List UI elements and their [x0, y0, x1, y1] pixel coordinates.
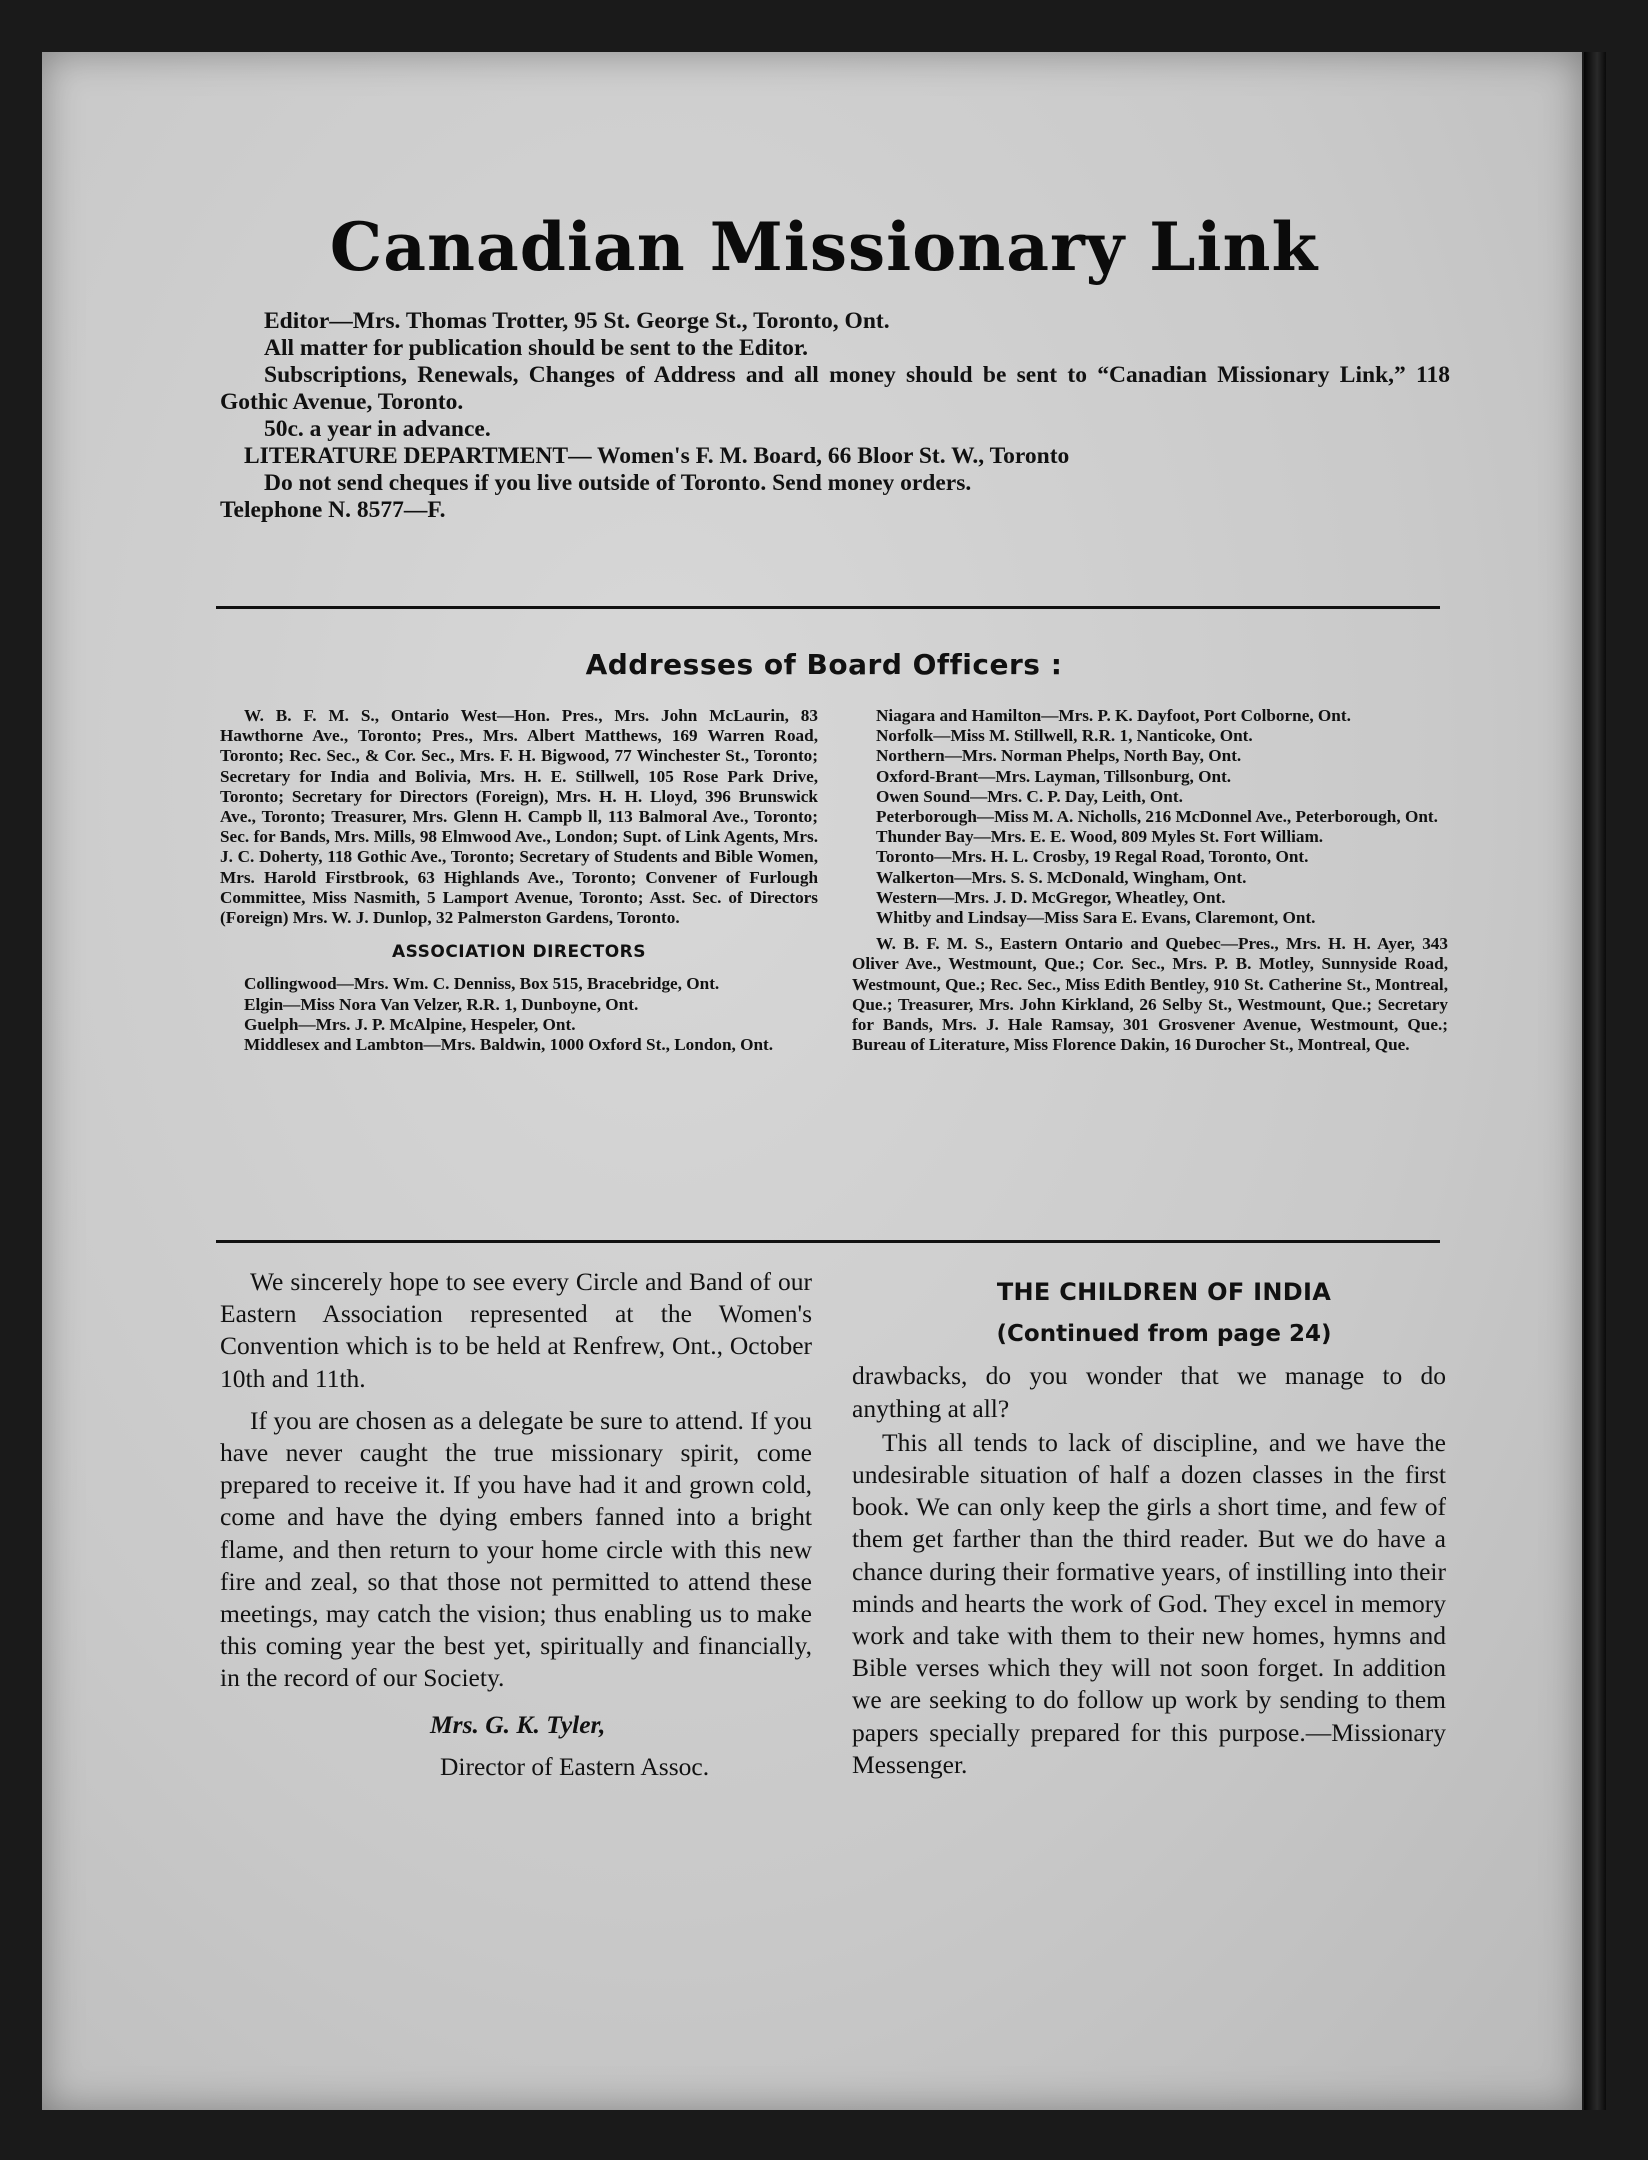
- subscriptions-line: Subscriptions, Renewals, Changes of Address and all money should be sent to “Canadian Missionary Link,” 118 Gothic Avenue, Toronto.: [220, 362, 1450, 415]
- director-entry: Elgin—Miss Nora Van Velzer, R.R. 1, Dunboyne, Ont.: [244, 994, 639, 1014]
- divider-middle: [216, 1240, 1440, 1243]
- addresses-title: Addresses of Board Officers :: [585, 648, 1063, 681]
- convention-paragraph: We sincerely hope to see every Circle and Band of our Eastern Association represented at the Women's Convention which is to be held at Renfrew, Ont., October 10th and 11th.: [220, 1267, 812, 1393]
- director-entry: Oxford-Brant—Mrs. Layman, Tillsonburg, Ont.: [876, 766, 1232, 786]
- director-entry: Walkerton—Mrs. S. S. McDonald, Wingham, Ont.: [876, 867, 1247, 887]
- director-entry: Western—Mrs. J. D. McGregor, Wheatley, Ont.: [876, 887, 1226, 907]
- director-entry: Norfolk—Miss M. Stillwell, R.R. 1, Nanticoke, Ont.: [876, 726, 1253, 746]
- binding-edge: [1584, 52, 1606, 2110]
- convention-article: [220, 1266, 812, 1783]
- director-entry: Toronto—Mrs. H. L. Crosby, 19 Regal Road, Toronto, Ont.: [876, 847, 1309, 867]
- publication-info: [220, 308, 1450, 524]
- telephone-line: Telephone N. 8577—F.: [220, 497, 446, 523]
- director-entry: Niagara and Hamilton—Mrs. P. K. Dayfoot, Port Colborne, Ont.: [876, 706, 1351, 725]
- director-entry: Peterborough—Miss M. A. Nicholls, 216 McDonnel Ave., Peterborough, Ont.: [876, 807, 1438, 827]
- association-directors-title: ASSOCIATION DIRECTORS: [392, 942, 646, 963]
- story-subtitle: (Continued from page 24): [996, 1321, 1332, 1348]
- director-entry: Owen Sound—Mrs. C. P. Day, Leith, Ont.: [876, 786, 1183, 806]
- cheques-line: Do not send cheques if you live outside of Toronto. Send money orders.: [264, 470, 972, 496]
- director-entry: Thunder Bay—Mrs. E. E. Wood, 809 Myles St. Fort William.: [876, 827, 1324, 847]
- director-entry: Guelph—Mrs. J. P. McAlpine, Hespeler, Ont.: [244, 1014, 576, 1034]
- story-paragraph: drawbacks, do you wonder that we manage to do anything at all?: [852, 1361, 1446, 1423]
- masthead-title: Canadian Missionary Link: [329, 208, 1319, 286]
- director-entry: Collingwood—Mrs. Wm. C. Denniss, Box 515, Bracebridge, Ont.: [244, 974, 720, 994]
- literature-line: LITERATURE DEPARTMENT— Women's F. M. Board, 66 Bloor St. W., Toronto: [244, 443, 1070, 469]
- story-paragraph: This all tends to lack of discipline, and we have the undesirable situation of half a dozen classes in the first book. We can only keep the girls a short time, and few of them get farther than the third reader. But we do have a chance during their formative years, of instilling into their minds and hearts the work of God. They excel in memory work and take with them to their new homes, hymns and Bible verses which they will not soon forget. In addition we are seeking to do follow up work by sending to them papers specially prepared for this purpose.—Missionary Messenger.: [852, 1427, 1446, 1779]
- eastern-officers: W. B. F. M. S., Eastern Ontario and Quebec—Pres., Mrs. H. H. Ayer, 343 Oliver Ave., Westmount, Que.; Cor. Sec., Mrs. P. B. Motley, Sunnyside Road, Westmount, Que.; Rec. Sec., Miss Edith Bentley, 910 St. Catherine St., Montreal, Que.; Treasurer, Mrs. John Kirkland, 26 Selby St., Westmount, Que.; Secretary for Bands, Mrs. J. Hale Ramsay, 301 Grosvener Avenue, Westmount, Que.; Bureau of Literature, Miss Florence Dakin, 16 Durocher St., Montreal, Que.: [852, 934, 1448, 1055]
- ontario-west-officers: W. B. F. M. S., Ontario West—Hon. Pres., Mrs. John McLaurin, 83 Hawthorne Ave., Toronto; Pres., Mrs. Albert Matthews, 169 Warren Road, Toronto; Rec. Sec., & Cor. Sec., Mrs. F. H. Bigwood, 77 Winchester St., Toronto; Secretary for India and Bolivia, Mrs. H. E. Stillwell, 105 Rose Park Drive, Toronto; Secretary for Directors (Foreign), Mrs. H. H. Lloyd, 396 Brunswick Ave., Toronto; Treasurer, Mrs. Glenn H. Campb ll, 113 Balmoral Ave., Toronto; Sec. for Bands, Mrs. Mills, 98 Elmwood Ave., London; Supt. of Link Agents, Mrs. J. C. Doherty, 118 Gothic Ave., Toronto; Secretary of Students and Bible Women, Mrs. Harold Firstbrook, 63 Highlands Ave., Toronto; Convener of Furlough Committee, Miss Nasmith, 5 Lamport Avenue, Toronto; Asst. Sec. of Directors (Foreign) Mrs. W. J. Dunlop, 32 Palmerston Gardens, Toronto.: [220, 706, 818, 928]
- matter-line: All matter for publication should be sent to the Editor.: [264, 335, 809, 361]
- addresses-right-column: [852, 706, 1448, 1055]
- story-title: THE CHILDREN OF INDIA: [996, 1278, 1332, 1306]
- divider-top: [216, 606, 1440, 609]
- addresses-left-column: [220, 706, 818, 1055]
- convention-paragraph: If you are chosen as a delegate be sure to attend. If you have never caught the true missionary spirit, come prepared to receive it. If you have had it and grown cold, come and have the dying embers fanned into a bright flame, and then return to your home circle with this new fire and zeal, so that those not permitted to attend these meetings, may catch the vision; thus enabling us to make this coming year the best yet, spiritually and financially, in the record of our Society.: [220, 1405, 812, 1693]
- children-of-india-article: [852, 1276, 1446, 1781]
- signature-name: Mrs. G. K. Tyler,: [430, 1709, 606, 1739]
- director-entry: Whitby and Lindsay—Miss Sara E. Evans, Claremont, Ont.: [876, 908, 1316, 928]
- editor-line: Editor—Mrs. Thomas Trotter, 95 St. George St., Toronto, Ont.: [264, 308, 890, 334]
- director-entry: Middlesex and Lambton—Mrs. Baldwin, 1000 Oxford St., London, Ont.: [244, 1035, 774, 1055]
- signature-title: Director of Eastern Assoc.: [440, 1751, 710, 1781]
- director-entry: Northern—Mrs. Norman Phelps, North Bay, Ont.: [876, 746, 1242, 766]
- price-line: 50c. a year in advance.: [264, 416, 491, 442]
